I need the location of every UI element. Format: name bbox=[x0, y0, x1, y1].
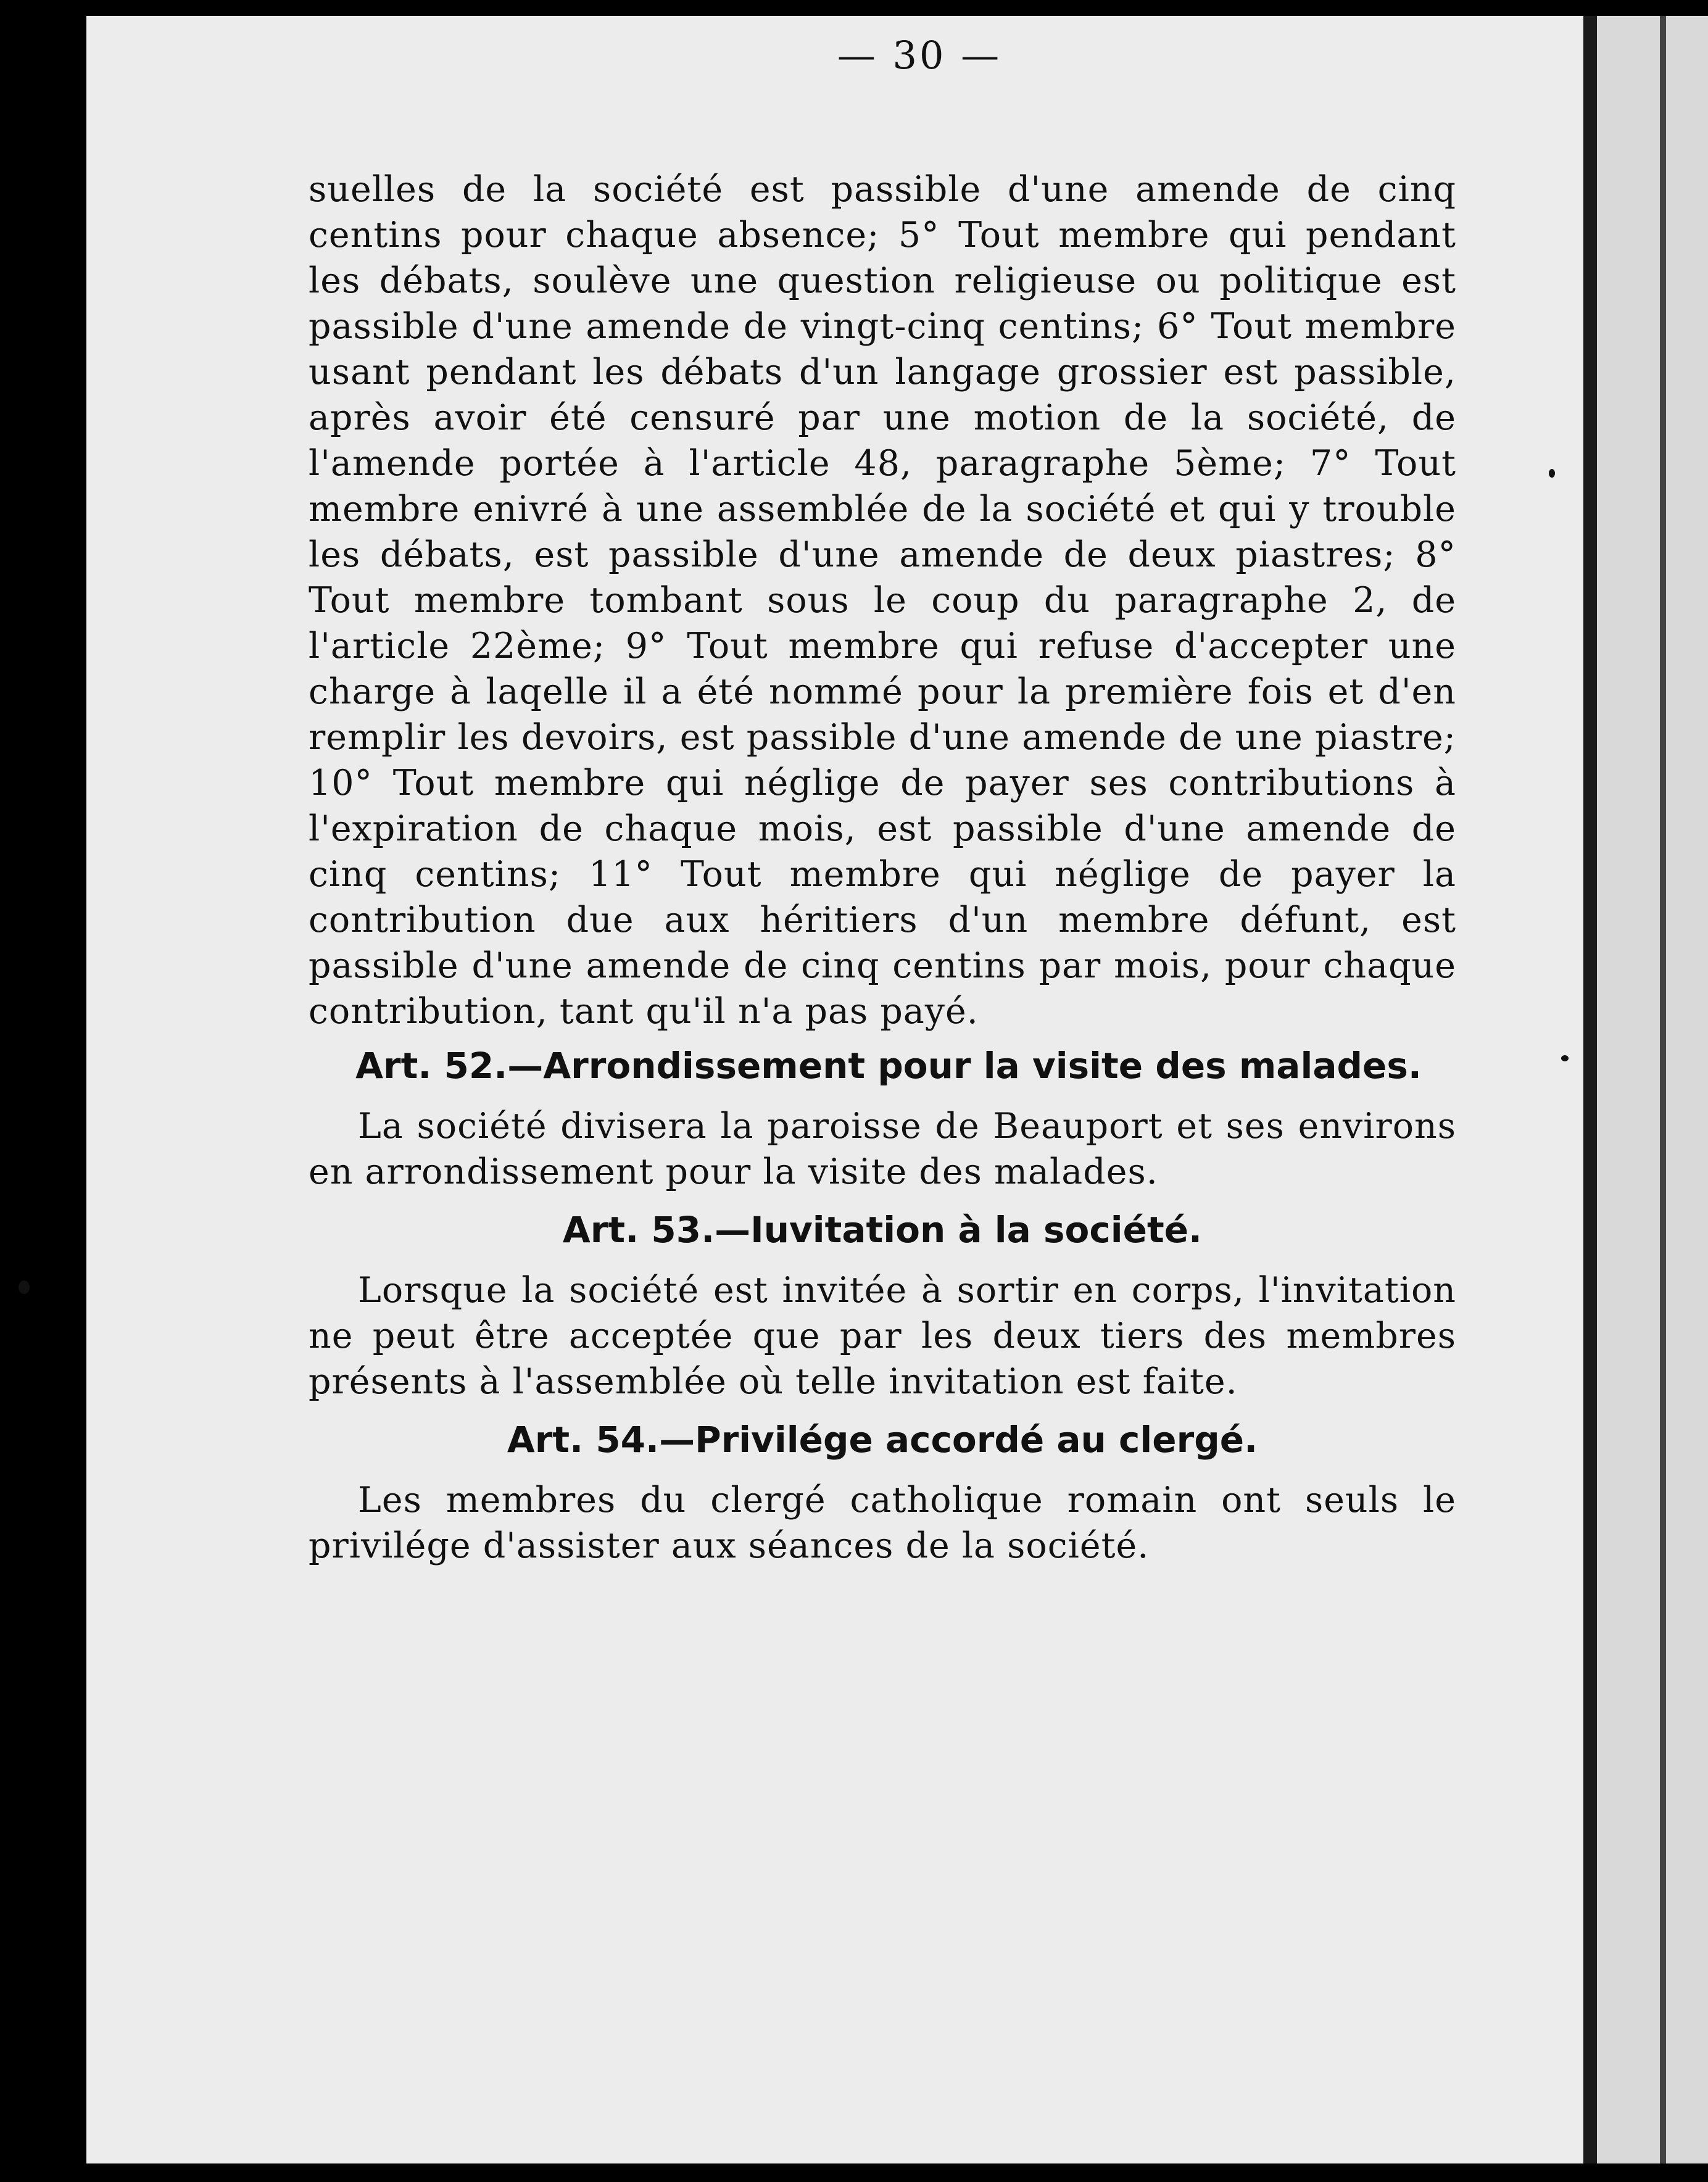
ink-speck bbox=[1561, 1055, 1569, 1061]
article-52-text: La société divisera la paroisse de Beauport et ses environs en arrondissement pour la visite des malades. bbox=[309, 1106, 1456, 1192]
ink-speck bbox=[19, 1280, 30, 1294]
facing-page-edge bbox=[1597, 16, 1708, 2163]
article-53-text: Lorsque la société est invitée à sortir en corps, l'invitation ne peut être acceptée que par les deux tiers des membres présents à l'assemblée où telle invitation est faite. bbox=[309, 1270, 1456, 1402]
opening-paragraph: suelles de la société est passible d'une amende de cinq centins pour chaque absence; 5° Tout membre qui pendant les débats, soulève une question religieuse ou politique est passible d'une amende de vingt-cinq centins; 6° Tout membre usant pendant les débats d'un langage grossier est passible, après avoir été censuré par une motion de la société, de l'amende portée à l'article 48, paragraphe 5ème; 7° Tout membre enivré à une assemblée de la société et qui y trouble les débats, est passible d'une amende de deux piastres; 8° Tout membre tombant sous le coup du paragraphe 2, de l'article 22ème; 9° Tout membre qui refuse d'accepter une charge à laqelle il a été nommé pour la première fois et d'en remplir les devoirs, est passible d'une amende de une piastre; 10° Tout membre qui néglige de payer ses contributions à l'expiration de chaque mois, est passible d'une amende de cinq centins; 11° Tout membre qui néglige de payer la contribution due aux héritiers d'un membre défunt, est passible d'une amende de cinq centins par mois, pour chaque contribution, tant qu'il n'a pas payé. bbox=[309, 169, 1456, 1032]
page-text bbox=[309, 31, 1456, 1569]
facing-page-border bbox=[1660, 16, 1666, 2163]
book-spine bbox=[1583, 16, 1597, 2163]
article-53-heading: Art. 53.—Iuvitation à la société. bbox=[562, 1209, 1203, 1251]
article-54-heading: Art. 54.—Privilége accordé au clergé. bbox=[507, 1419, 1258, 1461]
ink-speck bbox=[1549, 469, 1555, 478]
article-52-heading: Art. 52.—Arrondissement pour la visite des malades. bbox=[355, 1045, 1422, 1087]
article-54-text: Les membres du clergé catholique romain ont seuls le privilége d'assister aux séances de la société. bbox=[309, 1480, 1456, 1566]
page-number: — 30 — bbox=[837, 33, 1002, 78]
